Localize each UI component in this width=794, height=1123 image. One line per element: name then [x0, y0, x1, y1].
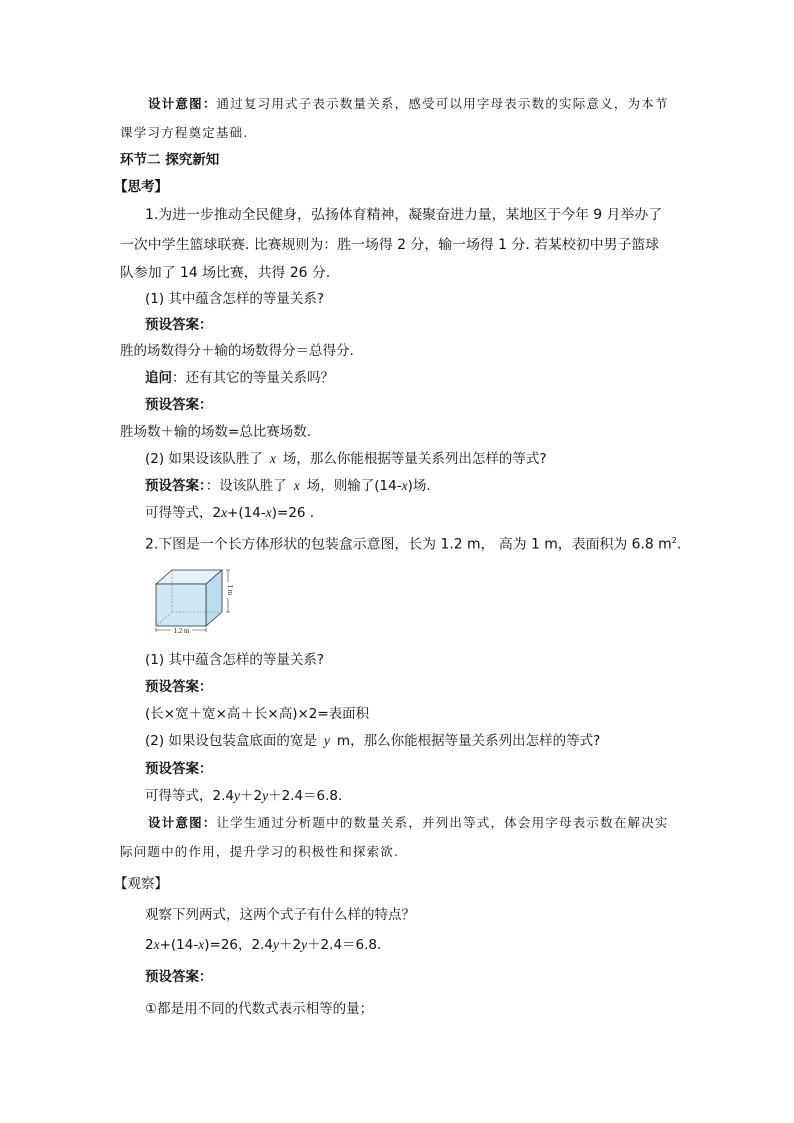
design-intent-line-1	[148, 95, 669, 113]
q2-line1-end: .	[676, 536, 682, 553]
q2-eq-var2: y	[262, 788, 269, 803]
q2-eq-var: y	[233, 788, 240, 803]
q1-eq-post: )=26 .	[271, 505, 315, 521]
answer-label: 预设答案：	[145, 317, 213, 333]
observe-prompt: 观察下列两式，这两个式子有什么样的特点？	[145, 907, 415, 923]
q2-eq-post: ＋2.4＝6.8.	[268, 788, 343, 804]
answer-label-inline: 预设答案：	[145, 478, 206, 494]
design-intent-2-line-2: 际问题中的作用，提升学习的积极性和探索欲.	[120, 844, 400, 859]
q1-answer-1: 胜的场数得分＋输的场数得分＝总得分.	[120, 343, 354, 359]
design-intent-2-label: 设计意图	[148, 815, 203, 830]
obs-eq-var-x: x	[153, 937, 160, 952]
design-intent-2-colon: ：	[202, 815, 217, 830]
think-heading: 【思考】	[114, 179, 168, 195]
q1-eq-var: x	[221, 505, 228, 520]
q1-ans3-post: )场.	[407, 478, 431, 494]
obs-eq-c: )=26，2.4	[204, 937, 273, 953]
design-intent-text: 通过复习用式子表示数量关系，感受可以用字母表示数的实际意义，为本节	[216, 96, 669, 111]
height-label: 1 m	[226, 584, 234, 596]
q2-line-1	[145, 532, 681, 554]
obs-eq-b: +(14-	[159, 937, 199, 953]
length-label: 1.2 m	[173, 627, 190, 635]
q1-sub-question-1: (1) 其中蕴含怎样的等量关系?	[145, 291, 325, 307]
obs-eq-e: ＋2.4＝6.8.	[307, 937, 382, 953]
q1-ans3-var2: x	[401, 478, 408, 493]
design-intent-2-line-1	[148, 814, 669, 832]
q1-line-2: 一次中学生篮球联赛. 比赛规则为：胜一场得 2 分，输一场得 1 分. 若某校初中男子篮球	[120, 237, 660, 253]
q1-line-1: 1.为进一步推动全民健身，弘扬体育精神，凝聚奋进力量，某地区于今年 9 月举办了	[145, 207, 663, 223]
q2-answer-1: (长×宽＋宽×高＋长×高)×2=表面积	[145, 706, 370, 722]
q1-eq-pre: 可得等式，2	[145, 505, 222, 521]
q2-sub2-pre: (2) 如果设包装盒底面的宽是	[145, 733, 317, 749]
observe-heading: 【观察】	[114, 876, 168, 892]
q2-sub2-var: y	[323, 733, 330, 748]
q1-eq-var2: x	[265, 505, 272, 520]
q1-sub2-pre: (2) 如果设该队胜了	[145, 451, 263, 467]
q1-answer-2: 胜场数＋输的场数=总比赛场数.	[120, 424, 312, 440]
box-diagram	[150, 566, 242, 638]
obs-eq-var-x2: x	[198, 937, 205, 952]
q2-superscript: 2	[671, 536, 677, 545]
obs-eq-var-y: y	[272, 937, 279, 952]
design-intent-line-2: 课学习方程奠定基础.	[120, 125, 249, 140]
design-intent-2-text: 让学生通过分析题中的数量关系，并列出等式，体会用字母表示数在解决实	[216, 815, 669, 830]
q1-ans3-mid: 场，则输了(14-	[306, 478, 402, 494]
q1-sub2-post: 场，那么你能根据等量关系列出怎样的等式?	[282, 451, 547, 467]
followup-label: 追问	[145, 370, 172, 386]
design-intent-label: 设计意图	[148, 96, 203, 111]
answer-label: 预设答案：	[145, 679, 213, 695]
q1-eq-mid: +(14-	[227, 505, 266, 521]
q1-sub2-var: x	[269, 451, 276, 466]
q2-sub-question-2	[145, 732, 600, 750]
answer-label: 预设答案：	[145, 969, 213, 985]
q2-sub2-post: m，那么你能根据等量关系列出怎样的等式?	[336, 733, 601, 749]
answer-label: 预设答案：	[145, 397, 213, 413]
q2-equation	[145, 787, 342, 805]
observe-point-1: ①都是用不同的代数式表示相等的量；	[145, 1001, 374, 1017]
q1-followup	[145, 369, 334, 387]
q1-sub-question-2	[145, 450, 547, 468]
q1-line-3: 队参加了 14 场比赛，共得 26 分.	[120, 265, 331, 281]
q1-answer-3	[145, 477, 431, 495]
design-intent-colon: ：	[202, 96, 217, 111]
q2-sub-question-1: (1) 其中蕴含怎样的等量关系?	[145, 652, 325, 668]
section-title: 环节二 探究新知	[120, 152, 220, 168]
observe-equations	[145, 936, 381, 954]
q1-ans3-pre: ：设该队胜了	[205, 478, 287, 494]
q1-equation	[145, 504, 314, 522]
q2-eq-pre: 可得等式，2.4	[145, 788, 234, 804]
answer-label: 预设答案：	[145, 761, 213, 777]
obs-eq-d: ＋2	[278, 937, 302, 953]
followup-text: ：还有其它的等量关系吗？	[172, 370, 334, 386]
q2-eq-mid: ＋2	[239, 788, 263, 804]
obs-eq-a: 2	[145, 937, 154, 953]
q2-line1-text: 2.下图是一个长方体形状的包装盒示意图，长为 1.2 m， 高为 1 m，表面积为 6.8 m	[145, 536, 672, 553]
obs-eq-var-y2: y	[301, 937, 308, 952]
q1-ans3-var: x	[293, 478, 300, 493]
